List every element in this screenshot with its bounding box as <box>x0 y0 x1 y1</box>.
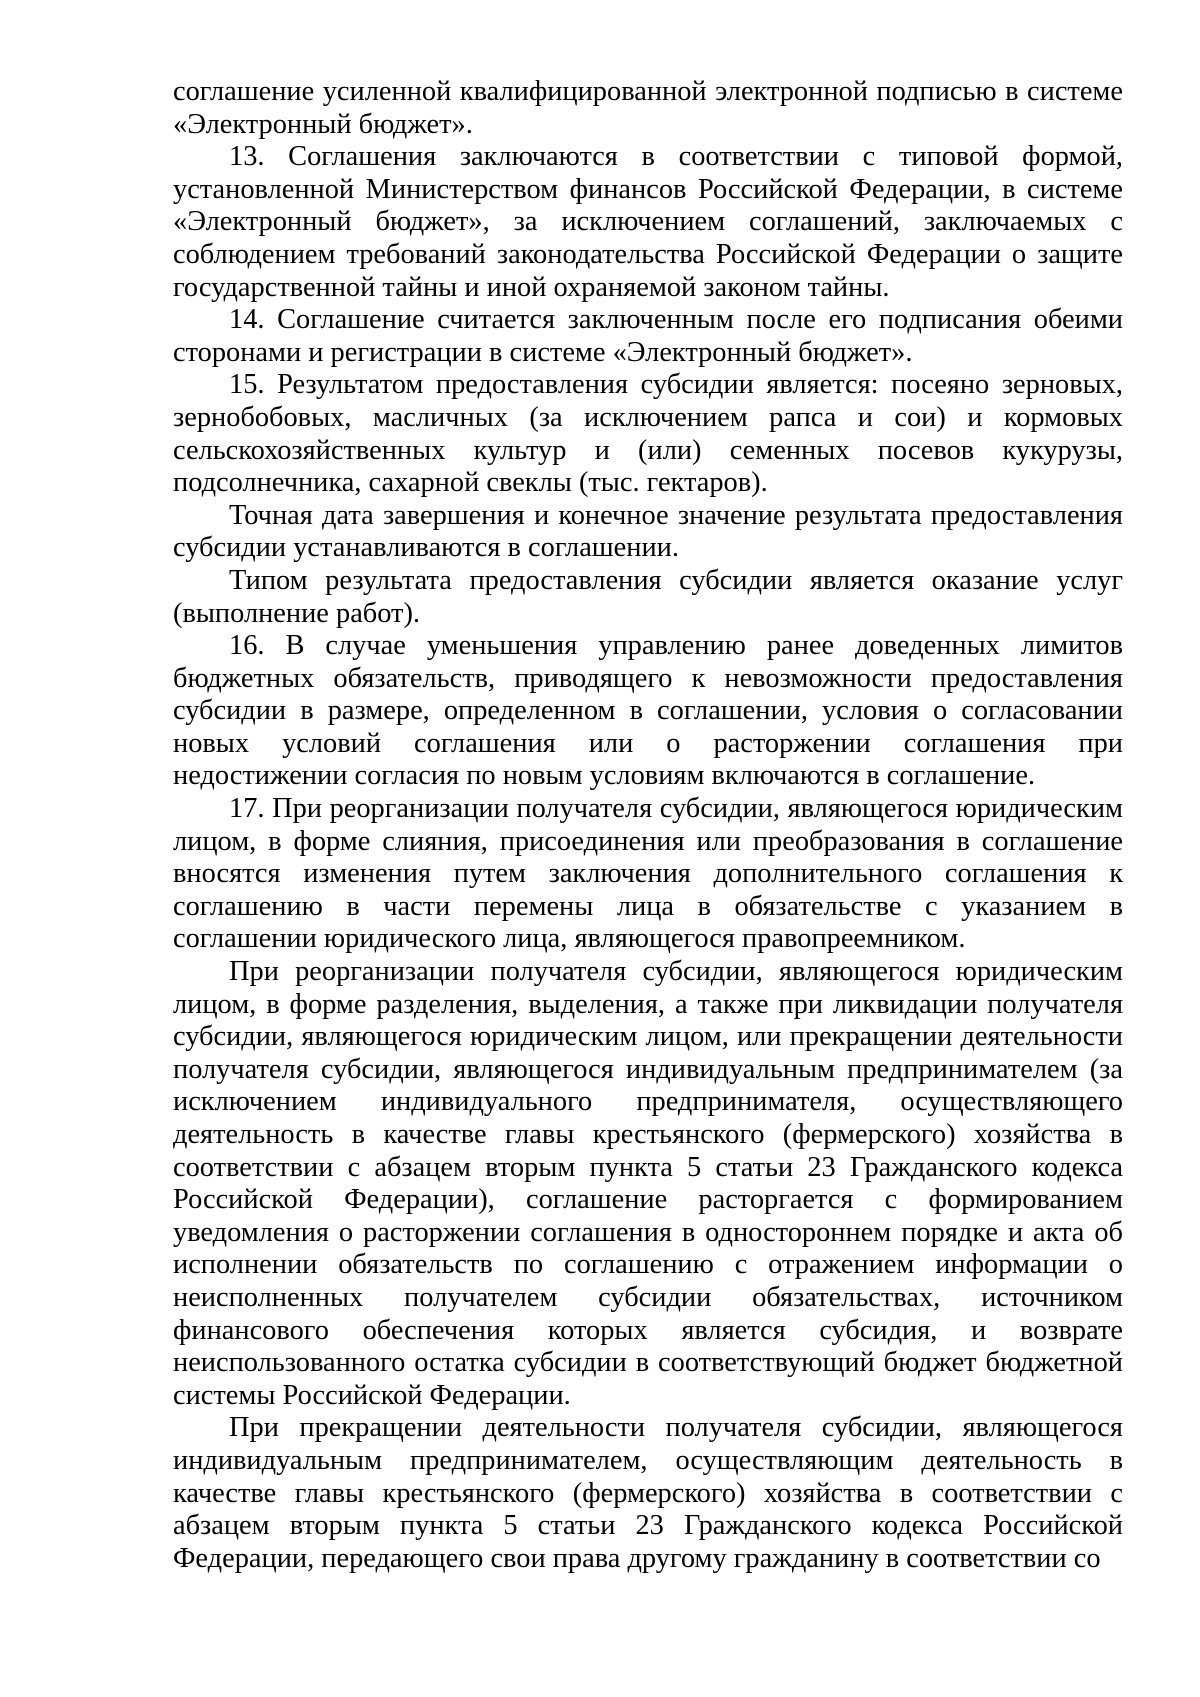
paragraph-result-type: Типом результата предоставления субсидии является оказание услуг (выполнение работ). <box>173 564 1123 629</box>
paragraph-item-13: 13. Соглашения заключаются в соответствии с типовой формой, установленной Министерством финансов Российской Федерации, в системе «Электронный бюджет», за исключением соглашений, заключаемых с соблюдением требований законодательства Российской Федерации о защите государственной тайны и иной охраняемой законом тайны. <box>173 141 1123 303</box>
paragraph-reorganization-division: При реорганизации получателя субсидии, являющегося юридическим лицом, в форме разделения, выделения, а также при ликвидации получателя субсидии, являющегося юридическим лицом, или прекращении деятельности получателя субсидии, являющегося индивидуальным предпринимателем (за исключением индивидуального предпринимателя, осуществляющего деятельность в качестве главы крестьянского (фермерского) хозяйства в соответствии с абзацем вторым пункта 5 статьи 23 Гражданского кодекса Российской Федерации), соглашение расторгается с формированием уведомления о расторжении соглашения в одностороннем порядке и акта об исполнении обязательств по соглашению с отражением информации о неисполненных получателем субсидии обязательствах, источником финансового обеспечения которых является субсидия, и возврате неиспользованного остатка субсидии в соответствующий бюджет бюджетной системы Российской Федерации. <box>173 956 1123 1411</box>
document-page <box>173 76 1123 1575</box>
paragraph-termination-farm-head: При прекращении деятельности получателя субсидии, являющегося индивидуальным предпринимателем, осуществляющим деятельность в качестве главы крестьянского (фермерского) хозяйства в соответствии с абзацем вторым пункта 5 статьи 23 Гражданского кодекса Российской Федерации, передающего свои права другому гражданину в соответствии со <box>173 1412 1123 1574</box>
paragraph-item-16: 16. В случае уменьшения управлению ранее доведенных лимитов бюджетных обязательств, приводящего к невозможности предоставления субсидии в размере, определенном в соглашении, условия о согласовании новых условий соглашения или о расторжении соглашения при недостижении согласия по новым условиям включаются в соглашение. <box>173 630 1123 792</box>
paragraph-item-15: 15. Результатом предоставления субсидии является: посеяно зерновых, зернобобовых, масличных (за исключением рапса и сои) и кормовых сельскохозяйственных культур и (или) семенных посевов кукурузы, подсолнечника, сахарной свеклы (тыс. гектаров). <box>173 369 1123 499</box>
paragraph-item-17: 17. При реорганизации получателя субсидии, являющегося юридическим лицом, в форме слияния, присоединения или преобразования в соглашение вносятся изменения путем заключения дополнительного соглашения к соглашению в части перемены лица в обязательстве с указанием в соглашении юридического лица, являющегося правопреемником. <box>173 793 1123 955</box>
paragraph-item-14: 14. Соглашение считается заключенным после его подписания обеими сторонами и регистрации в системе «Электронный бюджет». <box>173 304 1123 368</box>
paragraph-result-date: Точная дата завершения и конечное значение результата предоставления субсидии устанавливаются в соглашении. <box>173 499 1123 564</box>
paragraph-continuation: соглашение усиленной квалифицированной электронной подписью в системе «Электронный бюджет». <box>173 76 1123 140</box>
